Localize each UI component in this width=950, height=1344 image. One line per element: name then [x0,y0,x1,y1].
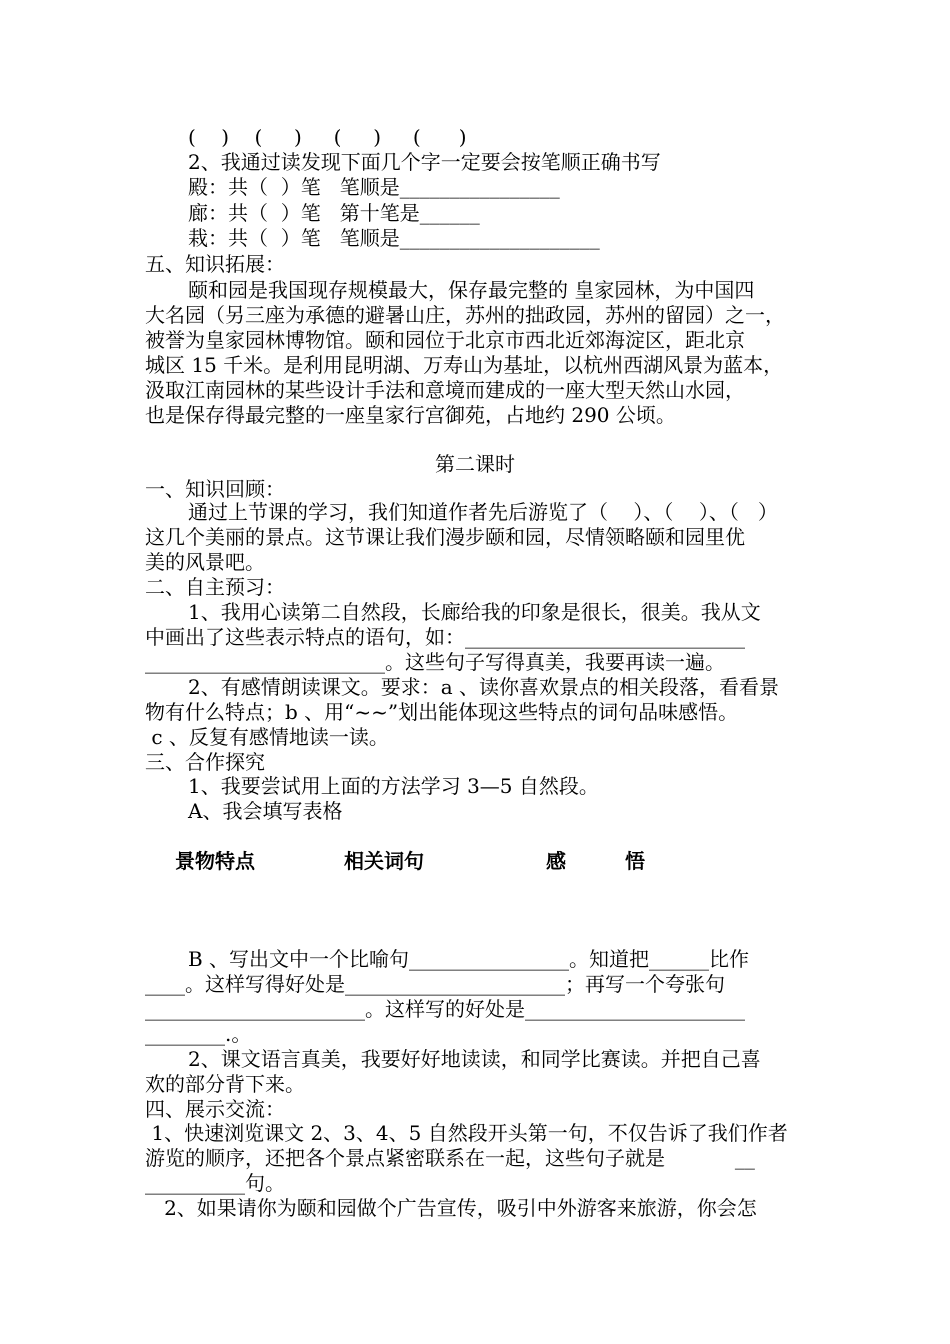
section-four-heading: 四、展示交流： [145,1097,285,1121]
preview-item-line: c 、反复有感情地读一读。 [145,725,389,749]
table-header-phrases: 相关词句 [344,849,424,873]
extension-paragraph-line: 颐和园是我国现存规模最大，保存最完整的 皇家园林，为中国四 [188,278,755,302]
metaphor-question-line: ________.。 [145,1022,252,1046]
char-lang-line: 廊：共（ ）笔 第十笔是______ [188,201,480,225]
metaphor-question-line: ______________________。这样写的好处是______________________ [145,997,745,1021]
recite-paragraph-line: 欢的部分背下来。 [145,1072,305,1096]
extension-paragraph-line: 汲取江南园林的某些设计手法和意境而建成的一座大型天然山水园， [145,378,745,402]
share-item-line: 1、快速浏览课文 2、3、4、5 自然段开头第一句，不仅告诉了我们作者 [145,1121,788,1145]
table-header-feeling-1: 感 [546,849,566,873]
lesson-title: 第二课时 [435,452,515,476]
preview-item-line: 中画出了这些表示特点的语句，如：____________________________ [145,625,745,649]
share-item-line: 游览的顺序，还把各个景点紧密联系在一起，这些句子就是 __ [145,1146,755,1170]
explore-item-line: 1、我要尝试用上面的方法学习 3—5 自然段。 [188,774,599,798]
explore-item-line: A、我会填写表格 [188,799,343,823]
table-header-features: 景物特点 [175,849,255,873]
metaphor-question-line: B 、写出文中一个比喻句________________。知道把______比作 [188,947,750,971]
extension-paragraph-line: 城区 15 千米。是利用昆明湖、万寿山为基址，以杭州西湖风景为蓝本， [145,353,784,377]
preview-item-line: 2、有感情朗读课文。要求：a 、读你喜欢景点的相关段落，看看景 [188,675,780,699]
preview-item-line: 物有什么特点；b 、用“~~”划出能体现这些特点的词句品味感悟。 [145,700,739,724]
review-paragraph-line: 这几个美丽的景点。这节课让我们漫步颐和园，尽情领略颐和园里优 [145,525,745,549]
share-item-line: 2、如果请你为颐和园做个广告宣传，吸引中外游客来旅游，你会怎 [145,1196,757,1220]
extension-paragraph-line: 也是保存得最完整的一座皇家行宫御苑，占地约 290 公顷。 [145,403,676,427]
share-item-line: __________句。 [145,1171,285,1195]
section-three-heading: 三、合作探究 [145,750,265,774]
preview-item-line: 1、我用心读第二自然段，长廊给我的印象是很长，很美。我从文 [188,600,761,624]
review-paragraph-line: 美的风景吧。 [145,550,265,574]
question-stroke-order: 2、我通过读发现下面几个字一定要会按笔顺正确书写 [188,150,661,174]
extension-paragraph-line: 大名园（另三座为承德的避暑山庄，苏州的拙政园，苏州的留园）之一， [145,303,785,327]
metaphor-question-line: ____。这样写得好处是______________________；再写一个夸张句 [145,972,725,996]
blank-brackets-row: ( ) ( ) ( ) ( ) [188,125,467,149]
extension-paragraph-line: 被誉为皇家园林博物馆。颐和园位于北京市西北近郊海淀区，距北京 [145,328,745,352]
section-two-heading: 二、自主预习： [145,575,285,599]
recite-paragraph-line: 2、课文语言真美，我要好好地读读，和同学比赛读。并把自己喜 [188,1047,761,1071]
char-zai-line: 栽：共（ ）笔 笔顺是____________________ [188,226,600,250]
table-header-feeling-2: 悟 [625,849,645,873]
preview-item-line: ________________________。这些句子写得真美，我要再读一遍。 [145,650,725,674]
section-one-heading: 一、知识回顾： [145,477,285,501]
review-paragraph-line: 通过上节课的学习，我们知道作者先后游览了（ ）、（ ）、（ ） [188,500,778,524]
char-dian-line: 殿：共（ ）笔 笔顺是________________ [188,175,560,199]
section-five-heading: 五、知识拓展： [145,252,285,276]
